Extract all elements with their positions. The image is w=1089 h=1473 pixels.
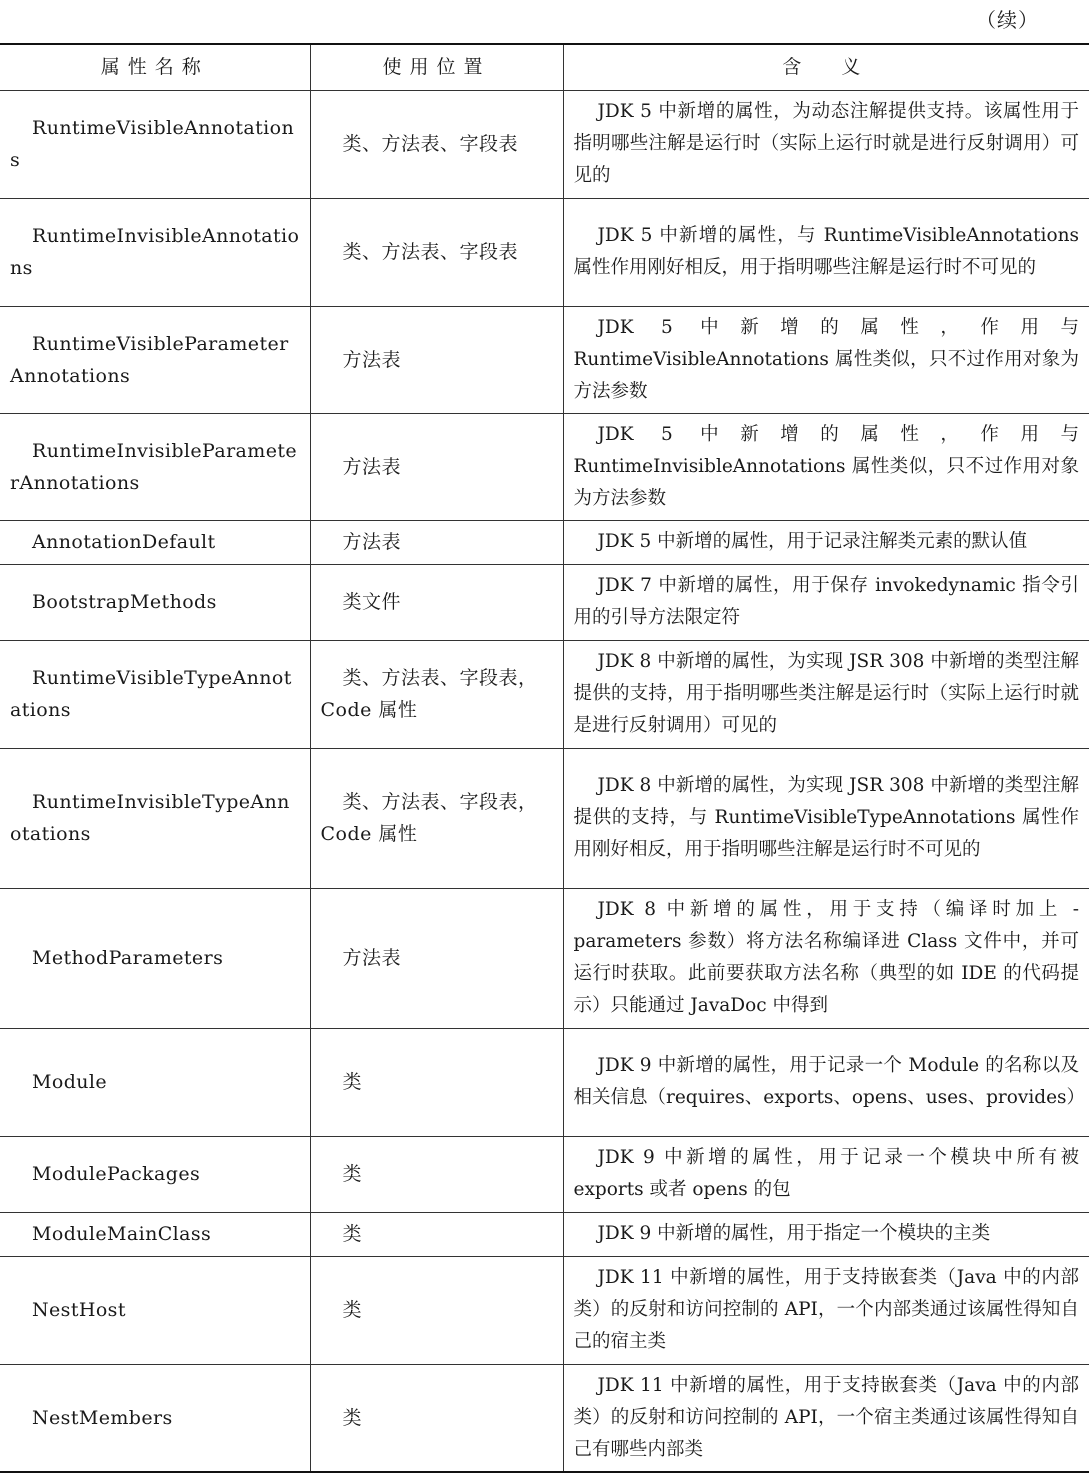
table-row: [0, 1136, 1089, 1212]
table-row: [0, 1212, 1089, 1256]
attribute-name-cell: RuntimeVisibleAnnotations: [0, 90, 310, 198]
meaning-cell: JDK 9 中新增的属性，用于指定一个模块的主类: [563, 1212, 1089, 1256]
header-usage-location: 使用位置: [310, 44, 563, 90]
attribute-name-cell: RuntimeVisibleTypeAnnotations: [0, 640, 310, 748]
table-row: [0, 564, 1089, 640]
attribute-name-cell: RuntimeInvisibleAnnotations: [0, 198, 310, 306]
meaning-cell: JDK 5 中新增的属性，作用与 RuntimeInvisibleAnnotations 属性类似，只不过作用对象为方法参数: [563, 413, 1089, 520]
attribute-table: [0, 43, 1089, 1473]
table-row: [0, 198, 1089, 306]
meaning-cell: JDK 5 中新增的属性，为动态注解提供支持。该属性用于指明哪些注解是运行时（实际上运行时就是进行反射调用）可见的: [563, 90, 1089, 198]
table-row: [0, 888, 1089, 1028]
attribute-name-cell: RuntimeInvisibleParameterAnnotations: [0, 413, 310, 520]
attribute-name-cell: ModuleMainClass: [0, 1212, 310, 1256]
usage-location-cell: 类: [310, 1256, 563, 1364]
attribute-name-cell: BootstrapMethods: [0, 564, 310, 640]
meaning-cell: JDK 5 中新增的属性，用于记录注解类元素的默认值: [563, 520, 1089, 564]
header-attribute-name: 属性名称: [0, 44, 310, 90]
usage-location-cell: 方法表: [310, 306, 563, 413]
meaning-cell: JDK 8 中新增的属性，为实现 JSR 308 中新增的类型注解提供的支持，与 RuntimeVisibleTypeAnnotations 属性作用刚好相反，用于指明哪些注解是运行时不可见的: [563, 748, 1089, 888]
attribute-name-cell: Module: [0, 1028, 310, 1136]
usage-location-cell: 类: [310, 1028, 563, 1136]
usage-location-cell: 类、方法表、字段表，Code 属性: [310, 748, 563, 888]
meaning-cell: JDK 5 中新增的属性，作用与 RuntimeVisibleAnnotations 属性类似，只不过作用对象为方法参数: [563, 306, 1089, 413]
usage-location-cell: 类、方法表、字段表: [310, 198, 563, 306]
header-meaning: 含义: [563, 44, 1089, 90]
attribute-name-cell: NestHost: [0, 1256, 310, 1364]
table-row: [0, 748, 1089, 888]
usage-location-cell: 方法表: [310, 520, 563, 564]
table-row: [0, 520, 1089, 564]
meaning-cell: JDK 7 中新增的属性，用于保存 invokedynamic 指令引用的引导方法限定符: [563, 564, 1089, 640]
usage-location-cell: 类、方法表、字段表，Code 属性: [310, 640, 563, 748]
table-row: [0, 1256, 1089, 1364]
usage-location-cell: 类文件: [310, 564, 563, 640]
meaning-cell: JDK 11 中新增的属性，用于支持嵌套类（Java 中的内部类）的反射和访问控制的 API，一个宿主类通过该属性得知自己有哪些内部类: [563, 1364, 1089, 1472]
table-row: [0, 1028, 1089, 1136]
table-row: [0, 306, 1089, 413]
continued-label: （续）: [976, 8, 1039, 32]
usage-location-cell: 方法表: [310, 413, 563, 520]
usage-location-cell: 类: [310, 1212, 563, 1256]
table-row: [0, 413, 1089, 520]
usage-location-cell: 类: [310, 1364, 563, 1472]
meaning-cell: JDK 8 中新增的属性，用于支持（编译时加上 -parameters 参数）将方法名称编译进 Class 文件中，并可运行时获取。此前要获取方法名称（典型的如 IDE 的代码提示）只能通过 JavaDoc 中得到: [563, 888, 1089, 1028]
table-row: [0, 90, 1089, 198]
table-row: [0, 640, 1089, 748]
meaning-cell: JDK 11 中新增的属性，用于支持嵌套类（Java 中的内部类）的反射和访问控制的 API，一个内部类通过该属性得知自己的宿主类: [563, 1256, 1089, 1364]
attribute-name-cell: MethodParameters: [0, 888, 310, 1028]
table-header-row: [0, 44, 1089, 90]
meaning-cell: JDK 9 中新增的属性，用于记录一个模块中所有被 exports 或者 opens 的包: [563, 1136, 1089, 1212]
meaning-cell: JDK 9 中新增的属性，用于记录一个 Module 的名称以及相关信息（requires、exports、opens、uses、provides）: [563, 1028, 1089, 1136]
table-row: [0, 1364, 1089, 1472]
attribute-name-cell: RuntimeVisibleParameterAnnotations: [0, 306, 310, 413]
meaning-cell: JDK 8 中新增的属性，为实现 JSR 308 中新增的类型注解提供的支持，用于指明哪些类注解是运行时（实际上运行时就是进行反射调用）可见的: [563, 640, 1089, 748]
attribute-name-cell: ModulePackages: [0, 1136, 310, 1212]
meaning-cell: JDK 5 中新增的属性，与 RuntimeVisibleAnnotations 属性作用刚好相反，用于指明哪些注解是运行时不可见的: [563, 198, 1089, 306]
attribute-name-cell: RuntimeInvisibleTypeAnnotations: [0, 748, 310, 888]
usage-location-cell: 方法表: [310, 888, 563, 1028]
usage-location-cell: 类、方法表、字段表: [310, 90, 563, 198]
attribute-name-cell: NestMembers: [0, 1364, 310, 1472]
usage-location-cell: 类: [310, 1136, 563, 1212]
attribute-name-cell: AnnotationDefault: [0, 520, 310, 564]
